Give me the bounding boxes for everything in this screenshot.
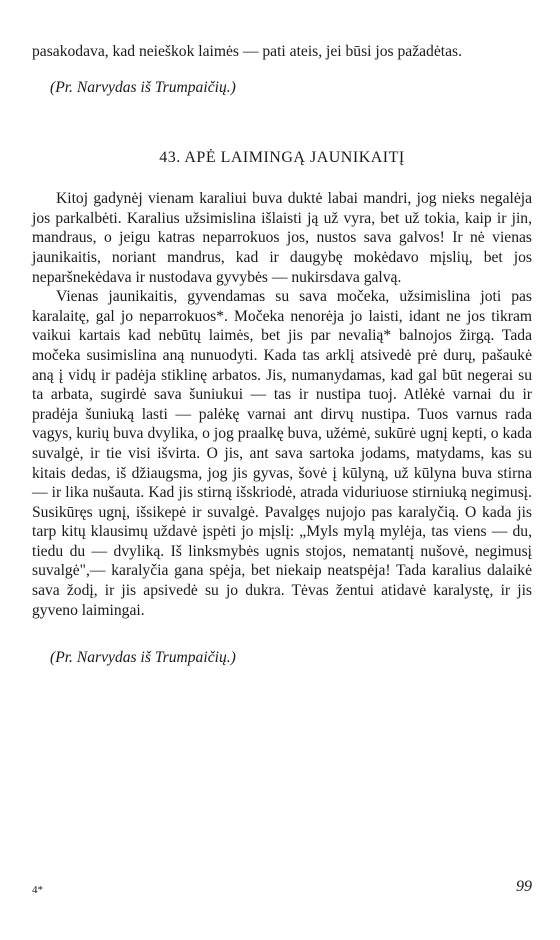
page-number: 99	[516, 878, 532, 895]
intro-text: pasakodava, kad neieškok laimės — pati ateis, jei būsi jos pažadėtas.	[32, 43, 463, 60]
story-source: (Pr. Narvydas iš Trumpaičių.)	[50, 649, 236, 667]
story-paragraph-1: Kitoj gadynėj vienam karaliui buva duktė labai mandri, jog nieks negalėja jos parkalbėti. Karalius užsimislina išlaisti ją už vyra, bet už tokia, kaip ir jin, mandraus, o jeigu katras neparrokuos jos, nustos sava galvos! Ir nė vienas jaunikaitis, noriant mandrus, kad ir daugybę mokėdavo mįslių, bet jos neparšnekėdava ir nustodava gyvybės — nukirsdava galvą.	[32, 190, 532, 286]
book-page	[32, 42, 532, 668]
intro-source: (Pr. Narvydas iš Trumpaičių.)	[50, 78, 236, 96]
story-body	[32, 189, 532, 620]
signature-mark: 4*	[32, 884, 43, 896]
story-title: 43. APĖ LAIMINGĄ JAUNIKAITĮ	[159, 149, 405, 167]
story-paragraph-2: Vienas jaunikaitis, gyvendamas su sava močeka, užsimislina joti pas karalaitę, gal jo neparrokuos*. Močeka nenorėja jo laisti, idant ne jos tikram vaikui kartais kad nebūtų laimės, bet jis par nevalią* balnojos žirgą. Tada močeka susimislina aną nunuodyti. Kada tas arklį atsivedė prė durų, pašaukė aną į vidų ir padėja stiklinę arbatos. Jis, numanydamas, kad gal būt negerai su ta arbata, sugirdė sava šuniukui — tas ir nustipa tuoj. Atlėkė varnai du ir pradėja šuniuką lasti — palėkę varnai ant dirvų nustipa. Tuos varnus rada vagys, kurių buva dvylika, o jog praalkę buva, užėmė, sukūrė ugnį kepti, o kada suvalgė, ir tie visi išvirta. O jis, ant sava sartoka jodams, matydams, kas su kitais dedas, iš džiaugsma, jog jis gyvas, šovė į kūlyną, už kūlyna buva stirna — ir lika nušauta. Kad jis stirną išskriodė, atrada viduriuose stirniuką negimusį. Susikūręs ugnį, išsikepė ir suvalgė. Pavalgęs nujojo pas karalyčią. O kada jis tarp kitų klausimų uždavė įspėti jo mįslį: „Myls mylą mylėja, tas viens — du, tiedu du — dvyliką. Iš linksmybės ugnis stojos, nematantį nušovė, negimusį suvalgė",— karalyčia gana spėja, bet niekaip neatspėja! Tada karalius dalaikė sava žodį, ir jis apsivedė su jo dukra. Tėvas žentui atidavė karalystę, ir jis gyveno laimingai.	[32, 288, 532, 619]
page-footer	[32, 878, 532, 902]
